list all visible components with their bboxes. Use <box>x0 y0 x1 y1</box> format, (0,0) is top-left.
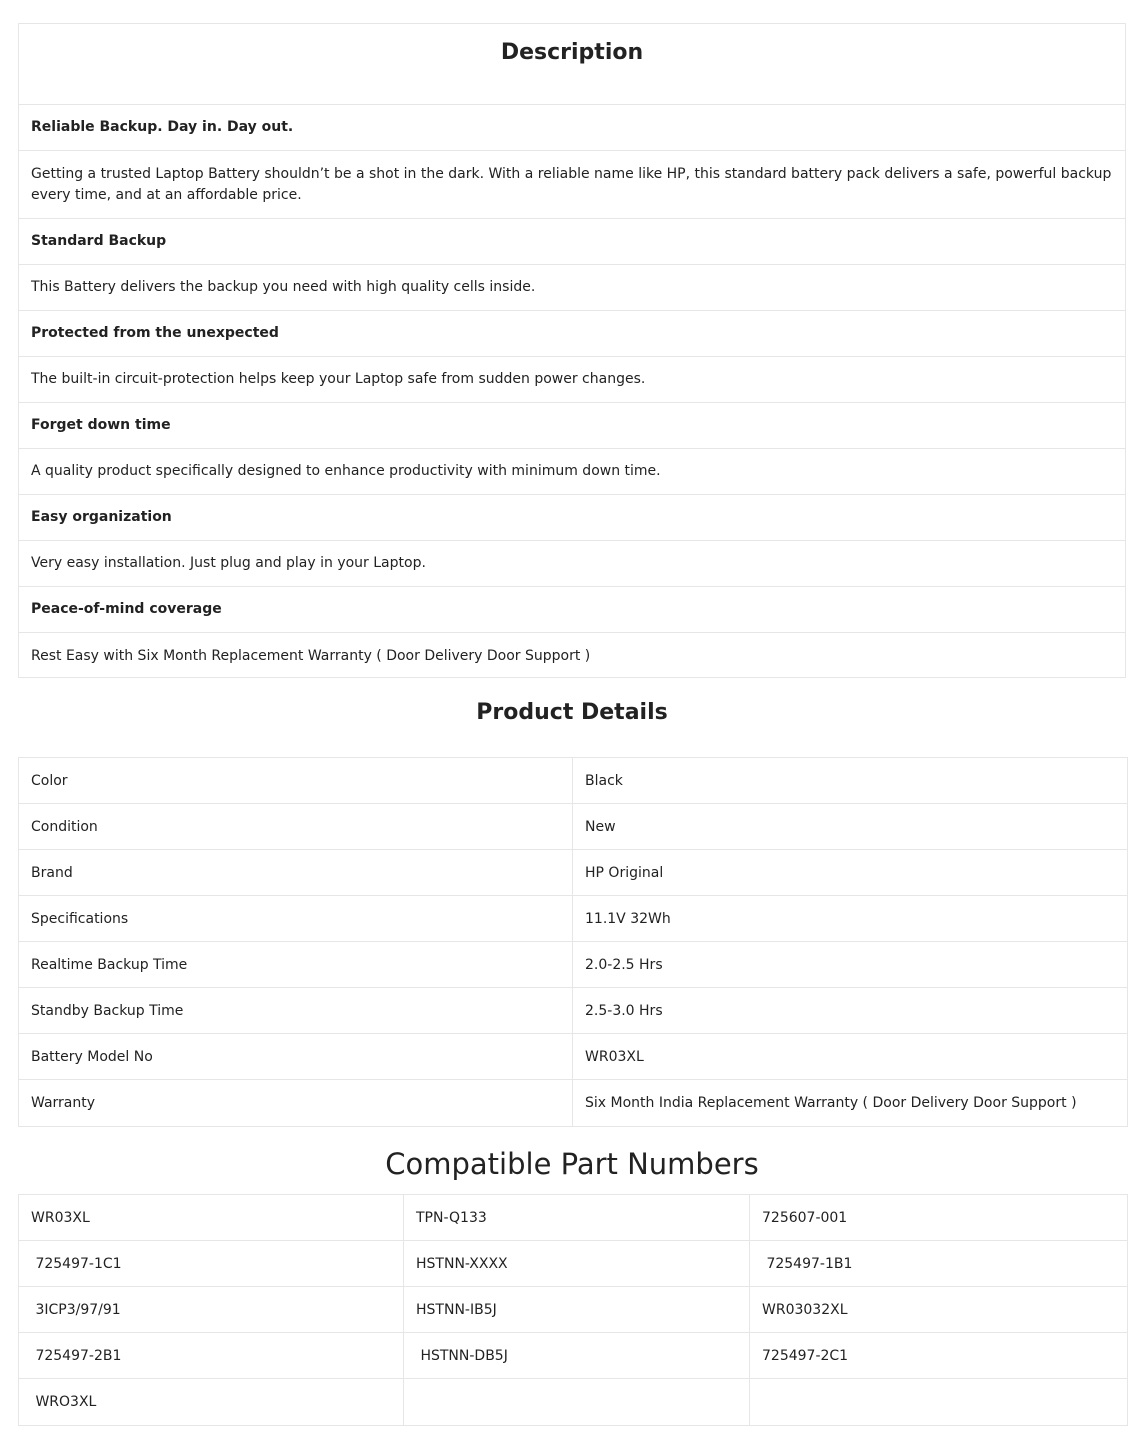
description-paragraph: Very easy installation. Just plug and play in your Laptop. <box>19 541 1125 587</box>
description-heading: Protected from the unexpected <box>19 311 1125 357</box>
part-number-cell: HSTNN-DB5J <box>404 1333 750 1378</box>
table-row <box>19 1080 1127 1126</box>
table-row <box>19 850 1127 896</box>
detail-value: 2.0-2.5 Hrs <box>585 956 663 973</box>
table-row <box>19 1379 1127 1425</box>
part-number-cell: WRO3XL <box>19 1379 404 1425</box>
compatible-parts-title: Compatible Part Numbers <box>385 1147 759 1181</box>
detail-label: Standby Backup Time <box>19 988 573 1033</box>
part-number-cell <box>404 1379 750 1425</box>
table-row <box>19 988 1127 1034</box>
detail-label: Realtime Backup Time <box>19 942 573 987</box>
detail-value: 2.5-3.0 Hrs <box>585 1002 663 1019</box>
table-row <box>19 1333 1127 1379</box>
product-details-table <box>18 757 1128 1127</box>
description-heading: Easy organization <box>19 495 1125 541</box>
part-number-cell: WR03032XL <box>762 1301 848 1318</box>
product-details-title: Product Details <box>476 700 668 725</box>
description-paragraph: Rest Easy with Six Month Replacement Warranty ( Door Delivery Door Support ) <box>31 647 591 664</box>
detail-value: Black <box>585 772 623 789</box>
table-row <box>19 1287 1127 1333</box>
table-row <box>19 942 1127 988</box>
table-row <box>19 896 1127 942</box>
part-number-cell: 725607-001 <box>762 1209 848 1226</box>
part-number-cell: 725497-2B1 <box>19 1333 404 1378</box>
part-number-cell <box>750 1379 1127 1425</box>
part-number-cell: 725497-2C1 <box>762 1347 849 1364</box>
part-number-cell: 725497-1B1 <box>762 1255 853 1272</box>
detail-label: Color <box>19 758 573 803</box>
detail-value: New <box>585 818 616 835</box>
table-row <box>19 1195 1127 1241</box>
part-number-cell: 725497-1C1 <box>19 1241 404 1286</box>
part-number-cell: TPN-Q133 <box>404 1195 750 1240</box>
description-heading: Peace-of-mind coverage <box>19 587 1125 633</box>
description-heading: Reliable Backup. Day in. Day out. <box>19 105 1125 151</box>
detail-label: Brand <box>19 850 573 895</box>
detail-value: 11.1V 32Wh <box>585 910 671 927</box>
table-row <box>19 804 1127 850</box>
detail-value: Six Month India Replacement Warranty ( Door Delivery Door Support ) <box>585 1095 1077 1111</box>
table-row <box>19 1241 1127 1287</box>
description-paragraph: The built-in circuit-protection helps keep your Laptop safe from sudden power changes. <box>19 357 1125 403</box>
table-row <box>19 1034 1127 1080</box>
compatible-parts-table <box>18 1194 1128 1426</box>
detail-label: Warranty <box>19 1080 573 1126</box>
description-heading: Standard Backup <box>19 219 1125 265</box>
detail-label: Specifications <box>19 896 573 941</box>
table-row <box>19 758 1127 804</box>
description-paragraph: Getting a trusted Laptop Battery shouldn’t be a shot in the dark. With a reliable name like HP, this standard battery pack delivers a safe, powerful backup every time, and at an affordable price. <box>19 151 1125 219</box>
part-number-cell: 3ICP3/97/91 <box>19 1287 404 1332</box>
description-panel <box>18 23 1126 678</box>
description-title: Description <box>19 24 1125 105</box>
description-heading: Forget down time <box>19 403 1125 449</box>
detail-label: Battery Model No <box>19 1034 573 1079</box>
description-paragraph: A quality product specifically designed to enhance productivity with minimum down time. <box>19 449 1125 495</box>
detail-value: WR03XL <box>585 1048 644 1065</box>
part-number-cell: HSTNN-IB5J <box>404 1287 750 1332</box>
part-number-cell: WR03XL <box>19 1195 404 1240</box>
detail-label: Condition <box>19 804 573 849</box>
part-number-cell: HSTNN-XXXX <box>404 1241 750 1286</box>
detail-value: HP Original <box>585 864 664 881</box>
description-paragraph: This Battery delivers the backup you need with high quality cells inside. <box>19 265 1125 311</box>
